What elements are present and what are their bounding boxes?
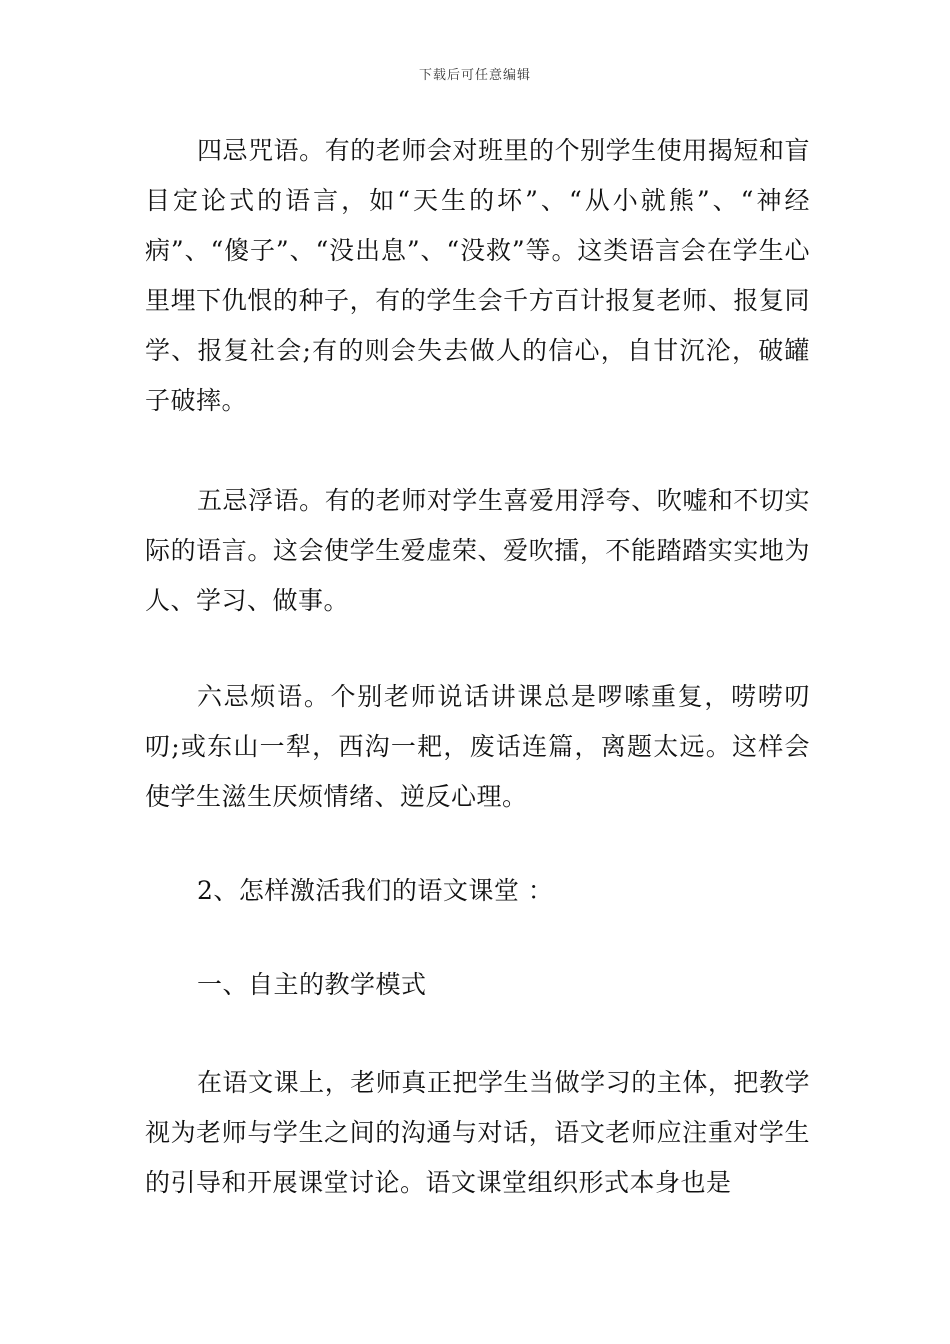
document-body — [145, 126, 810, 1208]
paragraph-chinese-class: 在语文课上，老师真正把学生当做学习的主体，把教学视为老师与学生之间的沟通与对话，语文老师应注重对学生的引导和开展课堂讨论。语文课堂组织形式本身也是 — [145, 1068, 810, 1197]
paragraph-curse-words: 四忌咒语。有的老师会对班里的个别学生使用揭短和盲目定论式的语言，如“天生的坏”、“从小就熊”、“神经病”、“傻子”、“没出息”、“没救”等。这类语言会在学生心里埋下仇恨的种子，有的学生会千方百计报复老师、报复同学、报复社会;有的则会失去做人的信心，自甘沉沦，破罐子破摔。 — [145, 136, 810, 415]
paragraph-boastful-words: 五忌浮语。有的老师对学生喜爱用浮夸、吹嘘和不切实际的语言。这会使学生爱虚荣、爱吹擂，不能踏踏实实地为人、学习、做事。 — [145, 486, 810, 615]
section-heading-activate-classroom: 2、怎样激活我们的语文课堂 ： — [197, 876, 554, 905]
paragraph-tedious-words: 六忌烦语。个别老师说话讲课总是啰嗦重复，唠唠叨叨;或东山一犁，西沟一耙，废话连篇，离题太远。这样会使学生滋生厌烦情绪、逆反心理。 — [145, 682, 810, 811]
page-header: 下载后可任意编辑 — [418, 68, 531, 83]
subheading-autonomous-teaching: 一、自主的教学模式 — [197, 970, 427, 999]
